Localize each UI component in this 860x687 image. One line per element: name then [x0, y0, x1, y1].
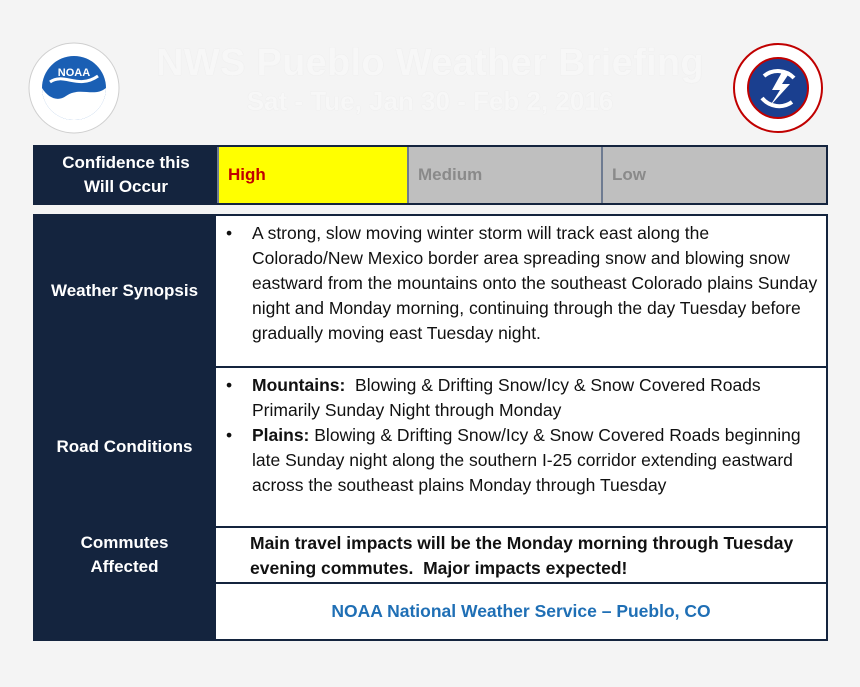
confidence-row: [33, 145, 828, 205]
footer-text: NOAA National Weather Service – Pueblo, CO: [331, 601, 711, 621]
bullet-icon: •: [226, 375, 233, 395]
briefing-header: [130, 40, 730, 118]
briefing-dates: Sat - Tue, Jan 30 - Feb 2, 2016: [246, 86, 614, 116]
noaa-logo-text: NOAA: [57, 67, 91, 79]
commutes-label: Commutes Affected: [35, 528, 216, 582]
briefing-table: [33, 214, 828, 641]
synopsis-text: A strong, slow moving winter storm will track east along the Colorado/New Mexico border area spreading snow and blowing snow eastward from the mountains onto the southeast Colorado plains Sunday night and Monday morning, continuing through the day Tuesday before gradually moving east Tuesday night.: [252, 223, 818, 343]
briefing-title: NWS Pueblo Weather Briefing: [156, 42, 704, 84]
road-conditions-content: [216, 368, 826, 526]
list-item: [224, 373, 818, 423]
confidence-low: Low: [601, 147, 826, 203]
plains-lead: Plains:: [252, 425, 310, 445]
confidence-label: Confidence this Will Occur: [35, 147, 217, 203]
bullet-icon: •: [226, 425, 233, 445]
footer-label-cell: [35, 584, 216, 639]
plains-text: Blowing & Drifting Snow/Icy & Snow Covered Roads beginning late Sunday night along the southern I-25 corridor extending eastward across the southeast plains Monday through Tuesday: [252, 425, 806, 495]
synopsis-label: Weather Synopsis: [35, 216, 216, 366]
road-conditions-row: [35, 368, 826, 528]
mountains-text: Blowing & Drifting Snow/Icy & Snow Covered Roads Primarily Sunday Night through Monday: [252, 375, 766, 420]
synopsis-content: [216, 216, 826, 366]
list-item: [224, 423, 818, 498]
synopsis-row: [35, 216, 826, 368]
noaa-logo: [28, 42, 120, 134]
bullet-icon: •: [226, 223, 233, 243]
confidence-medium: Medium: [407, 147, 601, 203]
list-item: [224, 221, 818, 346]
road-conditions-label: Road Conditions: [35, 368, 216, 526]
commutes-text: Main travel impacts will be the Monday morning through Tuesday evening commutes. Major impacts expected!: [250, 533, 799, 578]
footer-row: [35, 584, 826, 639]
nws-logo: [732, 42, 824, 134]
commutes-row: [35, 528, 826, 584]
confidence-high: High: [217, 147, 407, 203]
mountains-lead: Mountains:: [252, 375, 346, 395]
